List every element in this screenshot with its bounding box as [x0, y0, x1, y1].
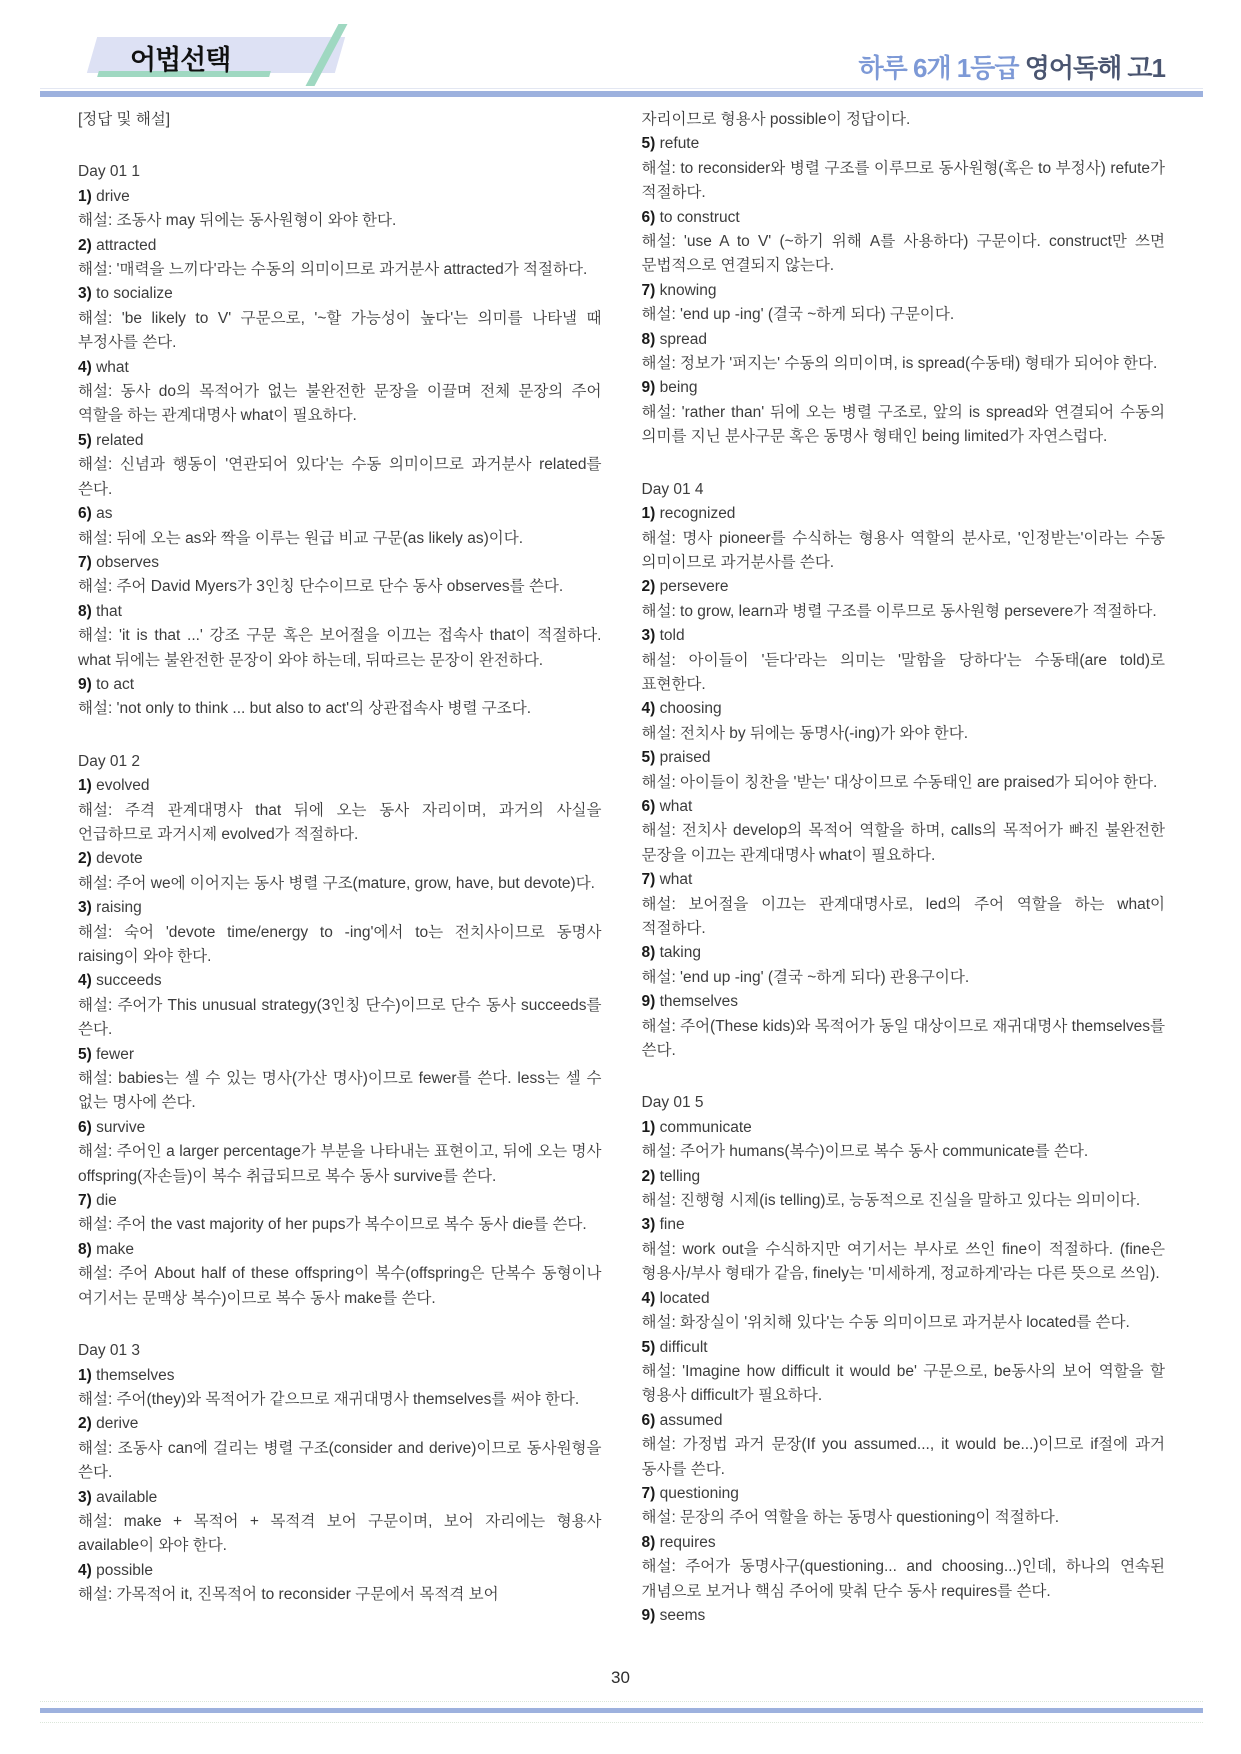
answer-item — [642, 697, 1166, 721]
answer-item — [642, 206, 1166, 230]
item-answer: taking — [655, 944, 701, 962]
paragraph-text: 자리이므로 형용사 possible이 정답이다. — [641, 111, 911, 128]
blank-line — [78, 722, 602, 750]
item-number: 1) — [641, 505, 656, 523]
item-number: 9) — [641, 379, 656, 397]
item-answer: die — [91, 1192, 117, 1210]
answer-item — [78, 1412, 602, 1436]
explanation-text: 해설: 주어가 humans(복수)이므로 복수 동사 communicate를 쓴다. — [641, 1143, 1089, 1161]
blank-line — [78, 1311, 602, 1339]
answer-item — [642, 328, 1166, 352]
answer-item — [642, 746, 1166, 770]
item-answer: attracted — [91, 236, 157, 254]
item-number: 3) — [641, 627, 656, 645]
blank-line — [642, 450, 1166, 478]
item-number: 5) — [78, 1045, 92, 1063]
item-number: 1) — [641, 1118, 656, 1136]
explanation-text: 해설: 주어가 This unusual strategy(3인칭 단수)이므로 단수 동사 succeeds를 쓴다. — [78, 996, 602, 1039]
answer-item — [642, 376, 1166, 400]
answer-item — [642, 575, 1166, 599]
item-number: 8) — [641, 1533, 656, 1551]
item-answer: requires — [655, 1533, 716, 1551]
answer-item — [642, 795, 1166, 819]
item-answer: what — [655, 871, 693, 889]
answer-item — [78, 234, 602, 258]
item-number: 9) — [78, 675, 92, 693]
answer-item — [642, 1213, 1166, 1237]
item-number: 7) — [641, 871, 656, 889]
explanation-text: 해설: to reconsider와 병렬 구조를 이루므로 동사원형(혹은 to 부정사) refute가 적절하다. — [641, 159, 1165, 202]
item-number: 3) — [78, 1488, 92, 1506]
item-number: 8) — [78, 1240, 92, 1258]
item-answer: available — [91, 1488, 158, 1506]
item-answer: raising — [91, 899, 142, 917]
explanation-text: 해설: 주어 the vast majority of her pups가 복수이므로 복수 동사 die를 쓴다. — [78, 1216, 587, 1234]
explanation-text: 해설: 문장의 주어 역할을 하는 동명사 questioning이 적절하다. — [641, 1509, 1060, 1527]
item-answer: difficult — [655, 1338, 708, 1356]
column-left — [78, 108, 602, 1628]
answer-item — [78, 1043, 602, 1067]
explanation-text: 해설: 'not only to think ... but also to act'의 상관접속사 병렬 구조다. — [78, 700, 532, 718]
explanation-text: 해설: 주어(they)와 목적어가 같으므로 재귀대명사 themselves를 써야 한다. — [78, 1390, 580, 1408]
answer-item — [642, 990, 1166, 1014]
explanation-text: 해설: babies는 셀 수 있는 명사(가산 명사)이므로 fewer를 쓴다. less는 셀 수 없는 명사에 쓴다. — [78, 1070, 602, 1112]
item-answer: communicate — [655, 1118, 752, 1136]
header-rule — [40, 91, 1203, 97]
answer-item — [642, 1336, 1166, 1360]
item-number: 6) — [641, 1411, 656, 1429]
explanation-text: 해설: 가목적어 it, 진목적어 to reconsider 구문에서 목적격 보어 — [78, 1586, 499, 1604]
item-number: 5) — [641, 749, 656, 767]
item-number: 5) — [641, 1338, 656, 1356]
item-number: 4) — [641, 1289, 656, 1307]
answer-item — [642, 1482, 1166, 1506]
item-answer: fewer — [91, 1045, 135, 1063]
item-number: 7) — [78, 1192, 92, 1210]
item-answer: what — [91, 358, 129, 376]
column-right — [642, 108, 1166, 1628]
blank-line — [78, 132, 602, 160]
explanation-text: 해설: 아이들이 '듣다'라는 의미는 '말함을 당하다'는 수동태(are told)로 표현한다. — [641, 651, 1165, 693]
answer-item — [78, 551, 602, 575]
item-answer: telling — [655, 1167, 701, 1185]
item-answer: located — [655, 1289, 710, 1307]
item-answer: that — [91, 602, 122, 620]
item-number: 4) — [641, 700, 656, 718]
blank-line — [642, 1063, 1166, 1091]
item-answer: knowing — [655, 281, 717, 299]
explanation-text: 해설: 숙어 'devote time/energy to -ing'에서 to는 전치사이므로 동명사 raising이 와야 한다. — [78, 923, 602, 965]
item-answer: observes — [91, 553, 159, 571]
item-answer: to socialize — [91, 285, 173, 303]
day-section-title: Day 01 4 — [641, 480, 704, 498]
item-answer: to act — [91, 675, 135, 693]
item-answer: spread — [655, 330, 707, 348]
answer-item — [78, 847, 602, 871]
item-number: 8) — [641, 330, 656, 348]
item-number: 1) — [78, 777, 92, 795]
answer-item — [642, 1165, 1166, 1189]
footer-dotted-line-top — [40, 1701, 1203, 1703]
item-answer: evolved — [91, 777, 150, 795]
explanation-text: 해설: 조동사 may 뒤에는 동사원형이 와야 한다. — [78, 212, 397, 230]
item-number: 7) — [641, 281, 656, 299]
item-answer: to construct — [655, 208, 740, 226]
footer-rule — [40, 1708, 1203, 1713]
item-answer: being — [655, 379, 698, 397]
explanation-text: 해설: 'rather than' 뒤에 오는 병렬 구조로, 앞의 is spread와 연결되어 수동의 의미를 지닌 분사구문 혹은 동명사 형태인 being limited가 자연스럽다. — [641, 403, 1165, 446]
item-number: 6) — [641, 797, 656, 815]
answer-item — [642, 1409, 1166, 1433]
item-answer: choosing — [655, 700, 722, 718]
answer-item — [78, 1238, 602, 1262]
explanation-text: 해설: '매력을 느끼다'라는 수동의 의미이므로 과거분사 attracted가 적절하다. — [78, 261, 588, 279]
answer-item — [78, 356, 602, 380]
item-number: 2) — [78, 850, 92, 868]
item-number: 5) — [641, 135, 656, 153]
item-answer: derive — [91, 1415, 139, 1433]
explanation-text: 해설: 아이들이 칭찬을 '받는' 대상이므로 수동태인 are praised가 되어야 한다. — [641, 773, 1158, 791]
answer-item — [642, 624, 1166, 648]
item-number: 6) — [641, 208, 656, 226]
item-answer: themselves — [91, 1366, 175, 1384]
item-answer: what — [655, 797, 693, 815]
answer-item — [78, 1189, 602, 1213]
item-number: 1) — [78, 187, 92, 205]
answer-item — [78, 502, 602, 526]
answer-item — [642, 502, 1166, 526]
item-number: 2) — [78, 236, 92, 254]
item-number: 2) — [78, 1415, 92, 1433]
explanation-text: 해설: to grow, learn과 병렬 구조를 이루므로 동사원형 persevere가 적절하다. — [641, 602, 1157, 620]
item-answer: persevere — [655, 578, 729, 596]
item-number: 5) — [78, 431, 92, 449]
explanation-text: 해설: 신념과 행동이 '연관되어 있다'는 수동 의미이므로 과거분사 related를 쓴다. — [78, 456, 602, 498]
explanation-text: 해설: 'it is that ...' 강조 구문 혹은 보어절을 이끄는 접속사 that이 적절하다. what 뒤에는 불완전한 문장이 와야 하는데, 뒤따르는 문장이 완전하다. — [78, 627, 602, 669]
explanation-text: 해설: 주어 About half of these offspring이 복수(offspring은 단복수 동형이나 여기서는 문맥상 복수)이므로 복수 동사 make를 쓴다. — [78, 1265, 602, 1307]
book-title-rest: 영어독해 고1 — [1018, 53, 1165, 83]
item-number: 9) — [641, 1606, 656, 1624]
item-number: 4) — [78, 972, 92, 990]
item-number: 4) — [78, 1561, 92, 1579]
book-title — [859, 48, 1165, 85]
answer-item — [78, 673, 602, 697]
item-number: 3) — [78, 285, 92, 303]
badge-label: 어법선택 — [130, 45, 231, 75]
item-answer: assumed — [655, 1411, 723, 1429]
item-number: 3) — [641, 1216, 656, 1234]
answer-item — [78, 969, 602, 993]
explanation-text: 해설: 'end up -ing' (결국 ~하게 되다) 구문이다. — [641, 306, 955, 324]
item-answer: survive — [91, 1118, 146, 1136]
explanation-text: 해설: 뒤에 오는 as와 짝을 이루는 원급 비교 구문(as likely as)이다. — [78, 529, 524, 547]
answer-item — [78, 1486, 602, 1510]
explanation-text: 해설: work out을 수식하지만 여기서는 부사로 쓰인 fine이 적절하다. (fine은 형용사/부사 형태가 같음, finely는 '미세하게, 정교하게'라는 다른 뜻으로 쓰임). — [641, 1240, 1165, 1283]
explanation-text: 해설: 주어(These kids)와 목적어가 동일 대상이므로 재귀대명사 themselves를 쓴다. — [641, 1017, 1165, 1060]
item-number: 6) — [78, 1118, 92, 1136]
answer-item — [642, 132, 1166, 156]
paragraph-text: [정답 및 해설] — [78, 111, 171, 128]
answer-item — [642, 1531, 1166, 1555]
explanation-text: 해설: 주어 we에 이어지는 동사 병렬 구조(mature, grow, have, but devote)다. — [78, 874, 595, 892]
item-answer: possible — [91, 1561, 153, 1579]
explanation-text: 해설: 동사 do의 목적어가 없는 불완전한 문장을 이끌며 전체 문장의 주어 역할을 하는 관계대명사 what이 필요하다. — [78, 383, 602, 425]
section-badge — [84, 30, 346, 76]
item-answer: told — [655, 627, 685, 645]
answer-item — [78, 1364, 602, 1388]
item-number: 1) — [78, 1366, 92, 1384]
explanation-text: 해설: 주어인 a larger percentage가 부분을 나타내는 표현이고, 뒤에 오는 명사 offspring(자손들)이 복수 취급되므로 복수 동사 survive를 쓴다. — [78, 1143, 602, 1185]
explanation-text: 해설: 주어 David Myers가 3인칭 단수이므로 단수 동사 observes를 쓴다. — [78, 578, 564, 596]
page-number: 30 — [611, 1668, 630, 1687]
item-number: 7) — [78, 553, 92, 571]
answer-item — [78, 774, 602, 798]
explanation-text: 해설: 주어가 동명사구(questioning... and choosing...)인데, 하나의 연속된 개념으로 보거나 핵심 주어에 맞춰 단수 동사 requires를 쓴다. — [641, 1558, 1165, 1600]
item-number: 9) — [641, 993, 656, 1011]
item-number: 2) — [641, 1167, 656, 1185]
explanation-text: 해설: 'be likely to V' 구문으로, '~할 가능성이 높다'는 의미를 나타낼 때 부정사를 쓴다. — [78, 309, 602, 352]
explanation-text: 해설: 보어절을 이끄는 관계대명사로, led의 주어 역할을 하는 what이 적절하다. — [641, 895, 1165, 937]
item-number: 2) — [641, 578, 656, 596]
answer-item — [642, 868, 1166, 892]
day-section-title: Day 01 2 — [78, 752, 141, 770]
item-answer: praised — [655, 749, 711, 767]
item-answer: questioning — [655, 1484, 739, 1502]
answer-item — [78, 185, 602, 209]
explanation-text: 해설: 'end up -ing' (결국 ~하게 되다) 관용구이다. — [641, 968, 970, 986]
book-title-highlight: 하루 6개 1등급 — [858, 53, 1019, 83]
explanation-text: 해설: 정보가 '퍼지는' 수동의 의미이며, is spread(수동태) 형태가 되어야 한다. — [641, 355, 1158, 373]
item-answer: drive — [91, 187, 130, 205]
item-answer: seems — [655, 1606, 706, 1624]
explanation-text: 해설: 조동사 can에 걸리는 병렬 구조(consider and derive)이므로 동사원형을 쓴다. — [78, 1439, 602, 1482]
item-answer: related — [91, 431, 144, 449]
day-section-title: Day 01 1 — [78, 163, 141, 181]
explanation-text: 해설: 화장실이 '위치해 있다'는 수동 의미이므로 과거분사 located를 쓴다. — [641, 1314, 1130, 1332]
answer-item — [642, 1287, 1166, 1311]
answer-item — [78, 282, 602, 306]
explanation-text: 해설: 명사 pioneer를 수식하는 형용사 역할의 분사로, '인정받는'이라는 수동 의미이므로 과거분사를 쓴다. — [641, 529, 1165, 571]
explanation-text: 해설: 전치사 develop의 목적어 역할을 하며, calls의 목적어가 빠진 불완전한 문장을 이끄는 관계대명사 what이 필요하다. — [641, 822, 1165, 864]
item-answer: make — [91, 1240, 135, 1258]
item-number: 4) — [78, 358, 92, 376]
footer-dotted-line-bottom — [40, 1722, 1203, 1724]
answer-item — [78, 896, 602, 920]
explanation-text: 해설: 'use A to V' (~하기 위해 A를 사용하다) 구문이다. construct만 쓰면 문법적으로 연결되지 않는다. — [641, 233, 1165, 275]
explanation-text: 해설: 주격 관계대명사 that 뒤에 오는 동사 자리이며, 과거의 사실을 언급하므로 과거시제 evolved가 적절하다. — [78, 801, 602, 843]
item-answer: recognized — [655, 505, 736, 523]
header-rule-light — [40, 88, 1203, 89]
day-section-title: Day 01 3 — [78, 1342, 141, 1360]
item-number: 8) — [78, 602, 92, 620]
explanation-text: 해설: 'Imagine how difficult it would be' 구문으로, be동사의 보어 역할을 할 형용사 difficult가 필요하다. — [641, 1362, 1165, 1405]
explanation-text: 해설: 가정법 과거 문장(If you assumed..., it would be...)이므로 if절에 과거 동사를 쓴다. — [641, 1436, 1165, 1478]
item-number: 6) — [78, 505, 92, 523]
item-number: 7) — [641, 1484, 656, 1502]
explanation-text: 해설: 진행형 시제(is telling)로, 능동적으로 진실을 말하고 있다는 의미이다. — [641, 1192, 1141, 1210]
item-answer: as — [91, 505, 113, 523]
answer-key-body — [78, 108, 1165, 1628]
answer-item — [642, 1604, 1166, 1628]
item-answer: themselves — [655, 993, 738, 1011]
answer-item — [642, 279, 1166, 303]
answer-item — [642, 1116, 1166, 1140]
item-answer: fine — [655, 1216, 685, 1234]
item-number: 8) — [641, 944, 656, 962]
item-number: 3) — [78, 899, 92, 917]
item-answer: refute — [655, 135, 700, 153]
item-answer: devote — [91, 850, 143, 868]
answer-item — [78, 600, 602, 624]
page-header — [0, 0, 1241, 92]
answer-item — [642, 941, 1166, 965]
item-answer: succeeds — [91, 972, 162, 990]
explanation-text: 해설: 전치사 by 뒤에는 동명사(-ing)가 와야 한다. — [641, 724, 969, 742]
explanation-text: 해설: make + 목적어 + 목적격 보어 구문이며, 보어 자리에는 형용사 available이 와야 한다. — [78, 1512, 602, 1555]
answer-item — [78, 429, 602, 453]
day-section-title: Day 01 5 — [641, 1094, 704, 1112]
answer-item — [78, 1559, 602, 1583]
answer-item — [78, 1116, 602, 1140]
